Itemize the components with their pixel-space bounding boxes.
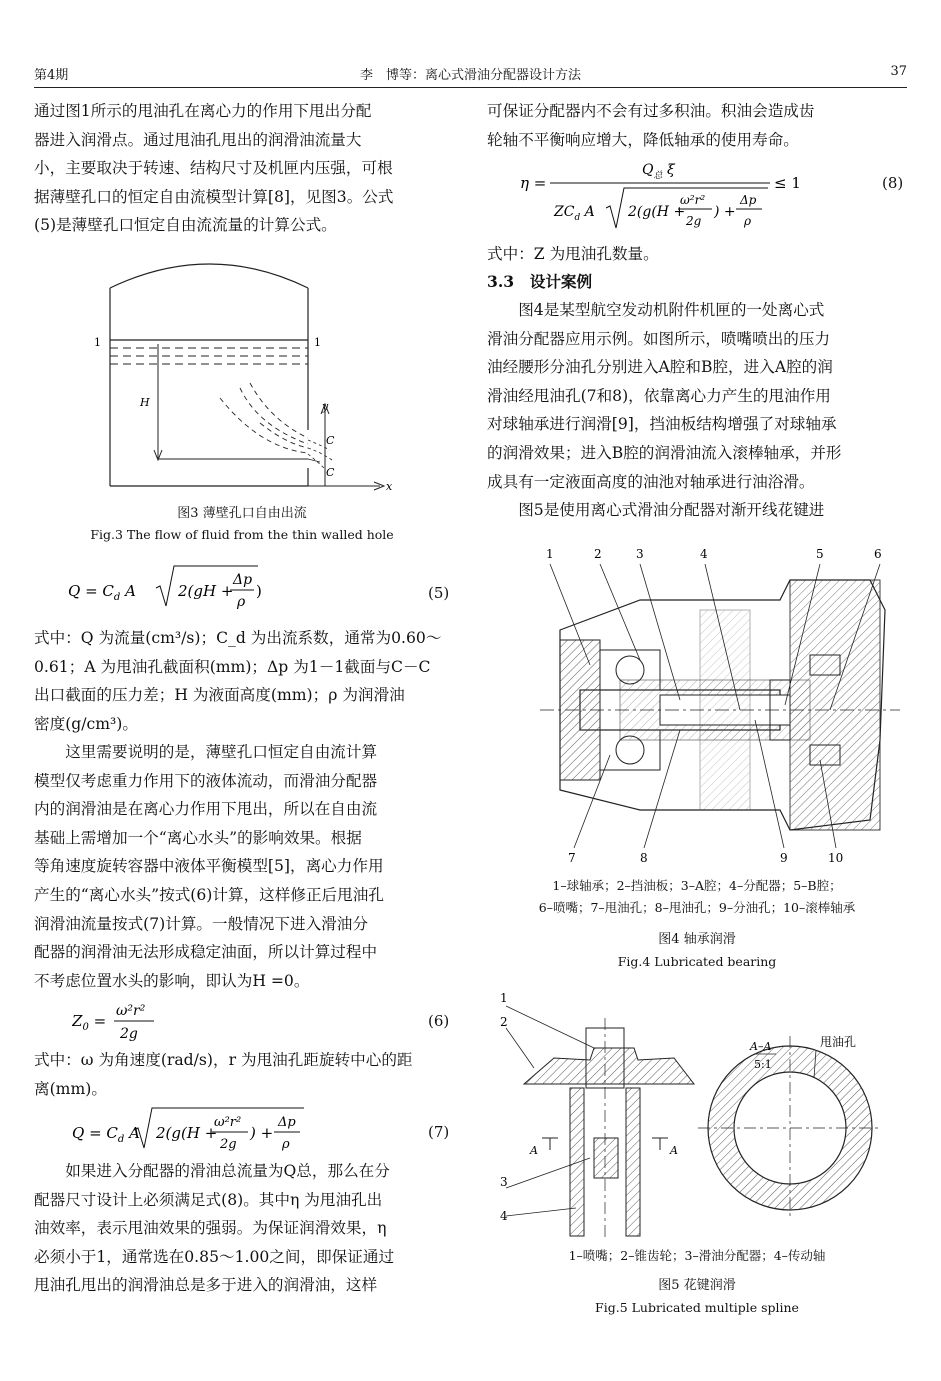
fig4-label-4: 4 [700, 547, 708, 561]
fig5-spline-drawing [494, 988, 894, 1238]
text-line: 图4是某型航空发动机附件机匣的一处离心式 [487, 301, 825, 319]
text-line: 图5是使用离心式滑油分配器对渐开线花键进 [487, 501, 825, 520]
label-H: H [140, 396, 150, 409]
right-paragraph-2 [487, 240, 907, 269]
fig3-caption-en: Fig.3 The flow of fluid from the thin walled hole [90, 527, 394, 542]
eq6-number: (6) [428, 1012, 450, 1030]
fig5-label-2: 2 [500, 1015, 508, 1029]
eq5-number: (5) [428, 584, 450, 602]
svg-text:Δp: Δp [278, 1115, 296, 1130]
svg-text:Q总 ξ: $Q_总$ ξ [642, 162, 675, 181]
equation-8 [520, 152, 820, 238]
text-line: 这里需要说明的是，薄壁孔口恒定自由流计算 [34, 743, 378, 761]
text-line: 基础上需增加一个“离心水头”的影响效果。根据 [34, 828, 362, 847]
svg-text:Δp: Δp [233, 572, 253, 588]
label-C-top: C [326, 434, 335, 447]
label-x: x [386, 480, 393, 493]
svg-text:ω²r²: ω²r² [214, 1115, 242, 1130]
right-paragraph-3 [487, 296, 907, 525]
page-number: 37 [890, 64, 907, 79]
running-title: 李 博等：离心式滑油分配器设计方法 [359, 68, 581, 83]
svg-text:2(gH +: 2(gH + [178, 582, 234, 600]
text-line: 不考虑位置水头的影响，即认为H =0。 [34, 971, 310, 990]
fig4-label-2: 2 [594, 547, 602, 561]
fig5-cut-right: A [670, 1144, 678, 1157]
left-paragraph-1 [34, 97, 450, 240]
text-line: 对球轴承进行润滑[9]，挡油板结构增强了对球轴承 [487, 415, 837, 434]
label-C-bottom: C [326, 466, 335, 479]
fig4-caption-en: Fig.4 Lubricated bearing [617, 954, 777, 969]
text-line: 滑油分配器应用示例。如图所示，喷嘴喷出的压力 [487, 329, 831, 348]
fig4-label-5: 5 [816, 547, 824, 561]
text-line: 模型仅考虑重力作用下的液体流动，而滑油分配器 [34, 771, 378, 790]
text-line: 通过图1所示的甩油孔在离心力的作用下甩出分配 [34, 102, 372, 120]
right-paragraph-1 [487, 97, 907, 154]
fig5-legend: 1–喷嘴；2–锥齿轮；3–滑油分配器；4–传动轴 [568, 1248, 826, 1263]
text-line: 轮轴不平衡响应增大，降低轴承的使用寿命。 [487, 130, 799, 149]
left-paragraph-2 [34, 624, 450, 738]
svg-text:ZCd A: $ZC_d$ A [554, 204, 595, 223]
eq8-number: (8) [882, 174, 904, 192]
text-line: 器进入润滑点。通过甩油孔甩出的润滑油流量大 [34, 130, 362, 149]
fig4-label-6: 6 [874, 547, 882, 561]
text-line: 如果进入分配器的滑油总流量为Q总，那么在分 [34, 1162, 390, 1180]
header-rule [34, 87, 907, 88]
journal-issue: 第4期 [34, 68, 69, 83]
svg-text:ρ: ρ [237, 594, 246, 610]
fig5-section-label: A–A [750, 1040, 772, 1053]
left-paragraph-4 [34, 1046, 450, 1103]
label-1-right: 1 [314, 336, 321, 349]
fig4-label-3: 3 [636, 547, 644, 561]
svg-text:Z0 =: $Z_0$ = [72, 1012, 107, 1033]
section-heading-3-3: 3.3 设计案例 [487, 272, 593, 291]
fig5-caption-en: Fig.5 Lubricated multiple spline [595, 1300, 799, 1315]
text-line: 产生的“离心水头”按式(6)计算，这样修正后甩油孔 [34, 885, 384, 904]
text-line: 小，主要取决于转速、结构尺寸及机匣内压强，可根 [34, 159, 393, 178]
svg-text:≤ 1: ≤ 1 [774, 174, 801, 192]
text-line: 油效率，表示甩油效果的强弱。为保证润滑效果，η [34, 1219, 387, 1238]
fig5-label-1: 1 [500, 991, 508, 1005]
svg-text:2(g(H +: 2(g(H + [156, 1124, 218, 1142]
svg-text:ρ: ρ [744, 214, 752, 228]
fig5-cut-left: A [530, 1144, 538, 1157]
text-line: 润滑油流量按式(7)计算。一般情况下进入滑油分 [34, 914, 368, 933]
text-line: 出口截面的压力差；H 为液面高度(mm)；ρ 为润滑油 [34, 686, 405, 705]
text-line: 0.61；A 为甩油孔截面积(mm)；Δp 为1－1截面与C－C [34, 657, 431, 676]
fig3-caption-cn: 图3 薄壁孔口自由出流 [177, 506, 307, 521]
fig4-label-9: 9 [780, 851, 788, 865]
text-line: 油经腰形分油孔分别进入A腔和B腔，进入A腔的润 [487, 358, 833, 377]
text-line: 等角速度旋转容器中液体平衡模型[5]，离心力作用 [34, 857, 384, 876]
text-line: 离(mm)。 [34, 1079, 107, 1098]
text-line: 式中：Z 为甩油孔数量。 [487, 245, 659, 263]
fig4-legend-2: 6–喷嘴；7–甩油孔；8–甩油孔；9–分油孔；10–滚棒轴承 [538, 900, 856, 915]
text-line: 滑油经甩油孔(7和8)，依靠离心力产生的甩油作用 [487, 386, 831, 405]
fig5-label-3: 3 [500, 1175, 508, 1189]
text-line: 据薄壁孔口的恒定自由流模型计算[8]，见图3。公式 [34, 187, 394, 206]
svg-text:): ) [256, 582, 262, 600]
text-line: 式中：ω 为角速度(rad/s)，r 为甩油孔距旋转中心的距 [34, 1051, 413, 1069]
svg-text:Δp: Δp [740, 193, 757, 207]
left-paragraph-5 [34, 1157, 450, 1300]
svg-text:η =: η = [520, 174, 547, 192]
text-line: 式中：Q 为流量(cm³/s)；C_d 为出流系数，通常为0.60～ [34, 629, 442, 647]
fig4-caption-cn: 图4 轴承润滑 [658, 932, 736, 947]
fig5-scale-label: 5:1 [754, 1058, 772, 1071]
fig4-label-7: 7 [568, 851, 576, 865]
text-line: (5)是薄壁孔口恒定自由流流量的计算公式。 [34, 216, 337, 235]
svg-text:ρ: ρ [282, 1137, 290, 1152]
label-y: y [322, 400, 329, 413]
text-line: 内的润滑油是在离心力作用下甩出，所以在自由流 [34, 800, 378, 819]
equation-5 [68, 560, 308, 620]
left-paragraph-3 [34, 738, 450, 995]
equation-6 [72, 998, 192, 1044]
fig4-label-8: 8 [640, 851, 648, 865]
fig3-diagram [80, 248, 410, 498]
fig4-label-1: 1 [546, 547, 554, 561]
fig4-label-10: 10 [828, 851, 844, 865]
text-line: 必须小于1，通常选在0.85～1.00之间，即保证通过 [34, 1247, 395, 1266]
equation-7 [72, 1104, 332, 1162]
text-line: 可保证分配器内不会有过多积油。积油会造成齿 [487, 102, 815, 120]
fig5-caption-cn: 图5 花键润滑 [658, 1278, 736, 1293]
svg-text:Q = Cd A: $Q = C_d$ A [68, 582, 136, 603]
text-line: 成具有一定液面高度的油池对轴承进行油浴滑。 [487, 472, 815, 491]
eq7-number: (7) [428, 1123, 450, 1141]
svg-text:) +: ) + [250, 1124, 274, 1142]
fig4-legend-1: 1–球轴承；2–挡油板；3–A腔；4–分配器；5–B腔； [552, 878, 842, 893]
label-1-left: 1 [94, 336, 101, 349]
svg-text:ω²r²: ω²r² [116, 1003, 146, 1019]
svg-text:Q = Cd A: $Q = C_d$ A [72, 1124, 140, 1145]
fig5-hole-label: 甩油孔 [820, 1035, 857, 1049]
svg-text:2(g(H +: 2(g(H + [628, 204, 686, 220]
svg-text:ω²r²: ω²r² [680, 193, 706, 207]
fig4-bearing-drawing [540, 540, 900, 870]
text-line: 的润滑效果；进入B腔的润滑油流入滚棒轴承，并形 [487, 443, 842, 462]
fig5-label-4: 4 [500, 1209, 508, 1223]
svg-text:2g: 2g [686, 214, 702, 228]
svg-text:2g: 2g [220, 1137, 237, 1152]
svg-text:2g: 2g [120, 1026, 138, 1042]
text-line: 配器尺寸设计上必须满足式(8)。其中η 为甩油孔出 [34, 1190, 383, 1209]
text-line: 甩油孔甩出的润滑油总是多于进入的润滑油，这样 [34, 1276, 378, 1295]
text-line: 密度(g/cm³)。 [34, 714, 138, 733]
svg-text:) +: ) + [714, 204, 736, 220]
text-line: 配器的润滑油无法形成稳定油面，所以计算过程中 [34, 943, 378, 962]
